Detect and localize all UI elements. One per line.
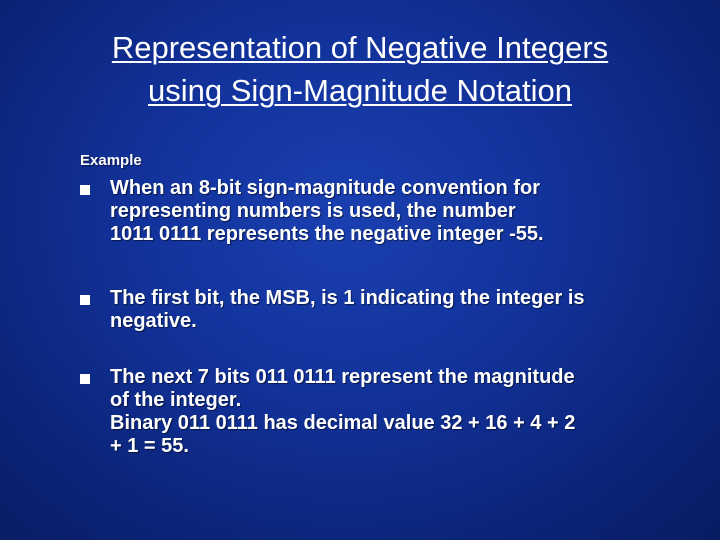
- title-line-2: using Sign-Magnitude Notation: [148, 73, 572, 108]
- bullet-1-line-3: 1011 0111 represents the negative integer -55.: [110, 223, 544, 245]
- bullet-text-1: [110, 177, 544, 246]
- square-bullet-icon: [80, 366, 110, 392]
- square-bullet-icon: [80, 177, 110, 203]
- bullet-3-line-3: Binary 011 0111 has decimal value 32 + 16 + 4 + 2: [110, 412, 576, 434]
- bullet-item-1: [80, 177, 690, 246]
- bullet-3-line-2: of the integer.: [110, 389, 242, 411]
- bullet-1-line-1: When an 8-bit sign-magnitude convention for: [110, 177, 540, 199]
- square-bullet-icon: [80, 287, 110, 313]
- bullet-text-2: [110, 287, 585, 333]
- bullet-text-3: [110, 366, 575, 458]
- bullet-2-line-1: The first bit, the MSB, is 1 indicating the integer is: [110, 287, 585, 309]
- example-label: Example: [80, 152, 142, 169]
- bullet-2-line-2: negative.: [110, 310, 197, 332]
- bullet-3-line-4: + 1 = 55.: [110, 435, 189, 457]
- bullet-item-3: [80, 366, 690, 458]
- bullet-3-line-1: The next 7 bits 011 0111 represent the magnitude: [110, 366, 575, 388]
- slide-title: [20, 26, 700, 112]
- bullet-item-2: [80, 287, 690, 333]
- bullet-1-line-2: representing numbers is used, the number: [110, 200, 516, 222]
- title-line-1: Representation of Negative Integers: [111, 30, 609, 65]
